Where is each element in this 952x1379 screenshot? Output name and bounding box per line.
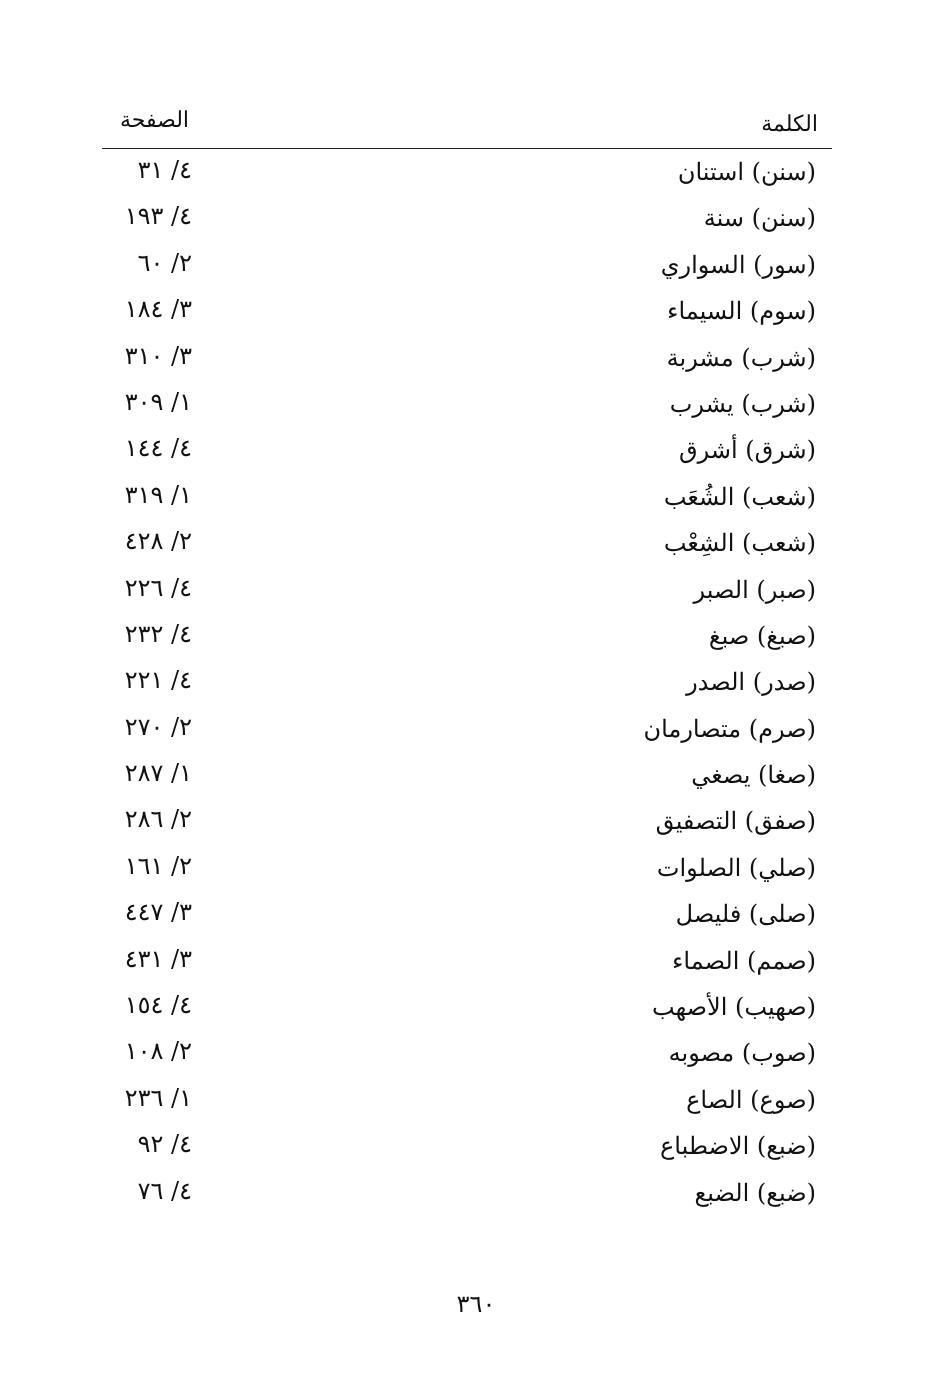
index-word: (صوب) مصوبه: [668, 1039, 816, 1068]
index-row: [102, 1035, 832, 1081]
index-header: [102, 108, 832, 149]
index-page-ref: ١/ ٣٠٩: [124, 387, 192, 416]
index-row: [102, 850, 832, 896]
index-page-ref: ١/ ٢٨٧: [124, 759, 192, 788]
page-column-label: الصفحة: [120, 108, 190, 133]
index-word: (صفق) التصفيق: [655, 807, 816, 836]
index-row: [102, 293, 832, 339]
index-page-ref: ٢/ ٤٢٨: [124, 527, 192, 556]
index-word: (سوم) السيماء: [667, 297, 816, 326]
index-row: [102, 200, 832, 246]
index-page-ref: ٢/ ٢٨٦: [124, 805, 192, 834]
index-page-ref: ٢/ ١٦١: [124, 851, 192, 880]
index-page-ref: ٤/ ٩٢: [137, 1130, 192, 1159]
index-word: (صمم) الصماء: [672, 946, 816, 975]
index-word: (صرم) متصارمان: [643, 714, 816, 743]
index-page-ref: ٤/ ١٥٤: [124, 991, 192, 1020]
index-page-ref: ٢/ ٦٠: [137, 248, 192, 277]
index-page-ref: ٣/ ٣١٠: [124, 341, 192, 370]
index-page-ref: ١/ ٢٣٦: [124, 1083, 192, 1112]
index-row: [102, 989, 832, 1035]
index-row: [102, 340, 832, 386]
index-row: [102, 1175, 832, 1221]
word-column-label: الكلمة: [761, 112, 818, 137]
index-row: [102, 247, 832, 293]
index-page-ref: ٤/ ١٩٣: [124, 202, 192, 231]
index-word: (شرب) مشربة: [666, 343, 816, 372]
index-word: (صوع) الصاع: [686, 1085, 816, 1114]
index-page-ref: ٤/ ٢٢١: [124, 666, 192, 695]
index-page-ref: ٤/ ٣١: [137, 156, 192, 184]
index-word: (ضبع) الضبع: [694, 1178, 816, 1207]
index-word: (صدر) الصدر: [686, 668, 816, 697]
index-word: (شرق) أشرق: [679, 436, 816, 465]
index-word: (ضبع) الاضطباع: [659, 1132, 816, 1161]
index-word: (سنن) سنة: [703, 204, 816, 233]
index-word: (شعب) الشِعْب: [663, 529, 816, 558]
index-word: (صلى) فليصل: [675, 900, 816, 929]
index-row: [102, 1082, 832, 1128]
index-row: [102, 618, 832, 664]
index-row: [102, 1128, 832, 1174]
index-row: [102, 896, 832, 942]
index-word: (صبغ) صبغ: [708, 621, 816, 650]
index-row: [102, 572, 832, 618]
index-word: (سور) السواري: [660, 250, 816, 279]
index-row: [102, 664, 832, 710]
index-row: [102, 386, 832, 432]
index-page-ref: ٤/ ٢٢٦: [124, 573, 192, 602]
index-page-ref: ٤/ ٢٣٢: [124, 619, 192, 648]
index-word: (سنن) استنان: [677, 158, 816, 186]
index-word: (صلي) الصلوات: [656, 853, 816, 882]
index-list: [102, 154, 832, 1221]
index-page-ref: ٤/ ٧٦: [137, 1176, 192, 1205]
index-page-ref: ٣/ ٤٤٧: [124, 898, 192, 927]
index-row: [102, 711, 832, 757]
index-row: [102, 943, 832, 989]
index-row: [102, 432, 832, 478]
index-page-ref: ٤/ ١٤٤: [124, 434, 192, 463]
index-word: (شرب) يشرب: [669, 389, 816, 418]
index-row: [102, 525, 832, 571]
index-page-ref: ٢/ ١٠٨: [124, 1037, 192, 1066]
page-number: ٣٦٠: [456, 1290, 496, 1318]
index-row: [102, 479, 832, 525]
index-row: [102, 757, 832, 803]
index-page-ref: ١/ ٣١٩: [124, 480, 192, 509]
index-word: (صهيب) الأصهب: [652, 993, 816, 1022]
index-page-ref: ٣/ ٤٣١: [124, 944, 192, 973]
index-page-ref: ٢/ ٢٧٠: [124, 712, 192, 741]
index-word: (شعب) الشُعَب: [663, 482, 816, 511]
index-row: [102, 154, 832, 200]
index-word: (صغا) يصغي: [691, 761, 816, 790]
index-word: (صبر) الصبر: [693, 575, 816, 604]
index-row: [102, 803, 832, 849]
index-page-ref: ٣/ ١٨٤: [124, 295, 192, 324]
